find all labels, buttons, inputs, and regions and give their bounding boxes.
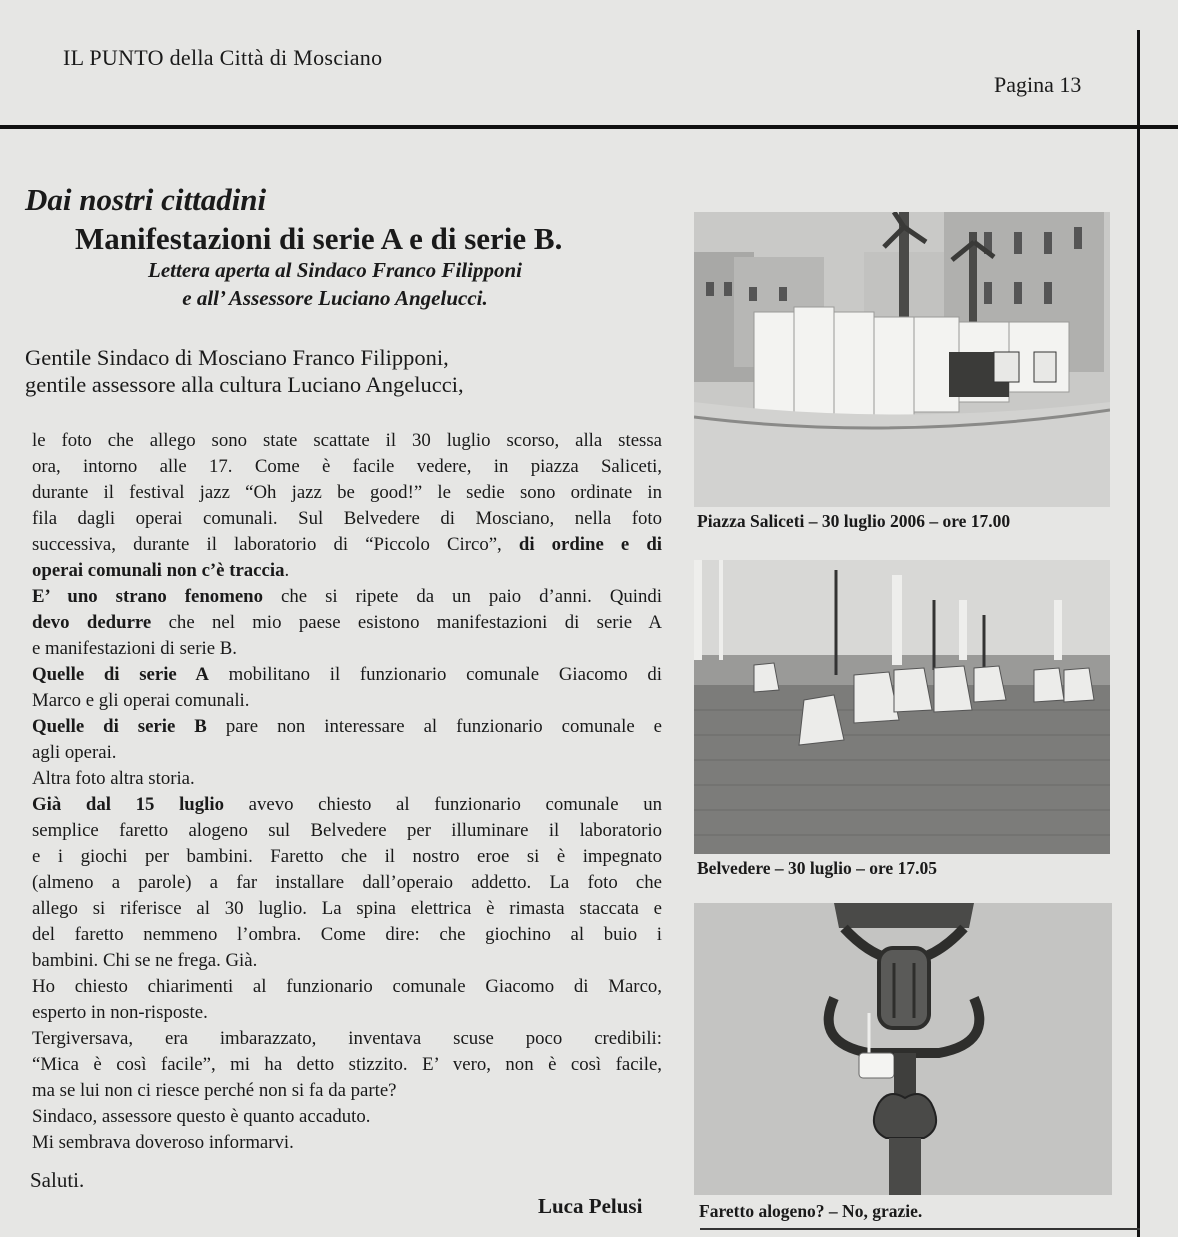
photo-belvedere [694, 560, 1110, 854]
page-edge-line [1137, 30, 1140, 1237]
body-text-run: avevo chiesto al funzionario comunale un [248, 794, 662, 815]
body-bold-run: Quelle di serie A [32, 664, 209, 685]
photo-caption-1: Piazza Saliceti – 30 luglio 2006 – ore 17.00 [697, 511, 1011, 531]
body-text-run: pare non interessare al funzionario comunale e [225, 716, 662, 737]
publication-title: IL PUNTO della Città di Mosciano [63, 45, 383, 70]
body-line [32, 610, 662, 636]
page-number: Pagina 13 [994, 72, 1082, 97]
body-line: fila dagli operai comunali. Sul Belvedere di Mosciano, nella foto [32, 508, 662, 529]
body-line [32, 532, 662, 558]
body-line: Marco e gli operai comunali. [32, 690, 250, 711]
body-line: Mi sembrava doveroso informarvi. [32, 1132, 294, 1153]
body-line: e manifestazioni di serie B. [32, 638, 237, 659]
photo-caption-2: Belvedere – 30 luglio – ore 17.05 [697, 858, 937, 878]
body-line: Tergiversava, era imbarazzato, inventava scuse poco credibili: [32, 1028, 662, 1049]
body-bold-run: Già dal 15 luglio [32, 794, 224, 815]
body-line: ora, intorno alle 17. Come è facile vedere, in piazza Saliceti, [32, 456, 662, 477]
greeting-line-2: gentile assessore alla cultura Luciano Angelucci, [25, 372, 464, 397]
footer-rule [700, 1228, 1140, 1230]
body-line [32, 714, 662, 740]
article-headline: Manifestazioni di serie A e di serie B. [75, 221, 563, 256]
photo-caption-3: Faretto alogeno? – No, grazie. [699, 1201, 923, 1221]
body-line: le foto che allego sono state scattate il 30 luglio scorso, alla stessa [32, 430, 662, 451]
greeting-line-1: Gentile Sindaco di Mosciano Franco Filipponi, [25, 345, 449, 370]
body-line: Altra foto altra storia. [32, 768, 195, 789]
body-line [32, 558, 662, 584]
body-line: semplice faretto alogeno sul Belvedere per illuminare il laboratorio [32, 820, 662, 841]
closing: Saluti. [30, 1168, 85, 1192]
body-bold-run: operai comunali non c’è traccia [32, 560, 285, 581]
body-line: Sindaco, assessore questo è quanto accaduto. [32, 1106, 371, 1127]
body-text-run: . [284, 560, 290, 581]
body-text-run: mobilitano il funzionario comunale Giacomo di [228, 664, 662, 685]
body-line: Ho chiesto chiarimenti al funzionario comunale Giacomo di Marco, [32, 976, 662, 997]
body-line: allego si riferisce al 30 luglio. La spina elettrica è rimasta staccata e [32, 898, 662, 919]
body-line: ma se lui non ci riesce perché non si fa da parte? [32, 1080, 397, 1101]
body-line [32, 584, 662, 610]
photo-street-lamp [694, 903, 1112, 1195]
body-line: del faretto nemmeno l’ombra. Come dire: che giochino al buio i [32, 924, 662, 945]
body-bold-run: devo dedurre [32, 612, 152, 633]
body-line: agli operai. [32, 742, 117, 763]
article-subheadline-1: Lettera aperta al Sindaco Franco Filipponi [148, 258, 522, 282]
body-bold-run: di ordine e di [518, 534, 662, 555]
body-line: “Mica è così facile”, mi ha detto stizzito. E’ vero, non è così facile, [32, 1054, 662, 1075]
body-line: e i giochi per bambini. Faretto che il nostro eroe si è impegnato [32, 846, 662, 867]
body-bold-run: Quelle di serie B [32, 716, 207, 737]
section-title: Dai nostri cittadini [25, 182, 267, 217]
letter-body [32, 428, 662, 1156]
body-line [32, 662, 662, 688]
signature: Luca Pelusi [538, 1194, 643, 1218]
photo-piazza-saliceti [694, 212, 1110, 507]
body-text-run: successiva, durante il laboratorio di “Piccolo Circo”, [32, 534, 502, 555]
header-rule [0, 125, 1178, 129]
body-line: esperto in non-risposte. [32, 1002, 208, 1023]
body-bold-run: E’ uno strano fenomeno [32, 586, 264, 607]
article-subheadline-2: e all’ Assessore Luciano Angelucci. [182, 286, 488, 310]
body-line: durante il festival jazz “Oh jazz be good!” le sedie sono ordinate in [32, 482, 662, 503]
body-line: bambini. Chi se ne frega. Già. [32, 950, 258, 971]
body-line: (almeno a parole) a far installare dall’operaio addetto. La foto che [32, 872, 662, 893]
body-text-run: che si ripete da un paio d’anni. Quindi [281, 586, 662, 607]
body-text-run: che nel mio paese esistono manifestazioni di serie A [168, 612, 662, 633]
body-line [32, 792, 662, 818]
